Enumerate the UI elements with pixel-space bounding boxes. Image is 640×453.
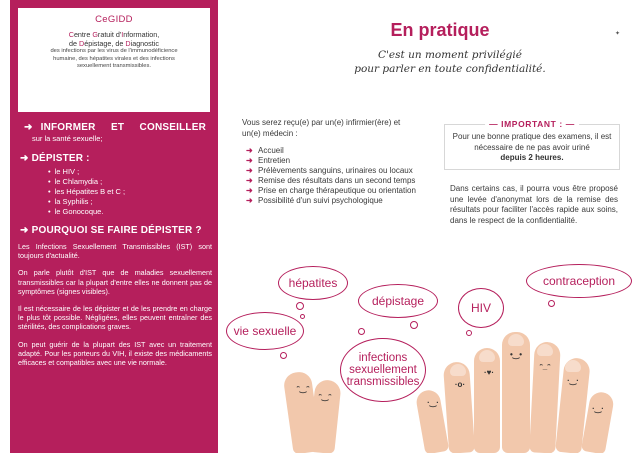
face-icon: ·‿· <box>592 404 604 413</box>
pourquoi-title: POURQUOI SE FAIRE DÉPISTER ? <box>31 225 202 236</box>
subtitle-line-1: C'est un moment privilégié <box>378 49 522 61</box>
anonymity-text: Dans certains cas, il pourra vous être proposé une levée d'anonymat lors de la remise des résultats pour faciliter l'accès rapide aux soins, dans le respect de la confidentialité. <box>450 184 618 225</box>
bubble-vie-sexuelle: vie sexuelle <box>226 312 304 350</box>
arrow-icon: ➜ <box>24 122 33 133</box>
arrow-icon: ➜ <box>246 156 253 165</box>
arrow-icon: ➜ <box>246 186 253 195</box>
cegidd-line-2: de Dépistage, de Diagnostic <box>69 39 159 48</box>
cegidd-small-1: des infections par les virus de l'immunodéficience <box>50 48 178 54</box>
paragraph-4: On peut guérir de la plupart des IST avec un traitement adapté. Pour les porteurs du VIH, il existe des médicaments efficaces et compatibles avec une vie normale. <box>18 339 212 368</box>
face-icon: ᵔ‿ᵔ <box>318 392 332 401</box>
paragraph-2: On parle plutôt d'IST que de maladies sexuellement transmissibles car la plupart d'entre elles ne donnent pas de symptômes (signes visibles). <box>18 268 212 296</box>
fingernail <box>565 360 581 372</box>
depister-title: DÉPISTER : <box>31 153 90 164</box>
paragraph-3: Il est nécessaire de les dépister et de les prendre en charge le plus tôt possible. Négligées, elles peuvent entraîner des stérilités, des complications graves. <box>18 304 212 332</box>
bubble-tail <box>410 321 418 329</box>
pourquoi-heading <box>18 225 212 236</box>
bubble-tail <box>548 300 555 307</box>
arrow-icon: ➜ <box>20 153 29 164</box>
fingernail <box>479 350 495 362</box>
left-content <box>18 122 212 367</box>
cegidd-small-2: humaine, des hépatites virales et des infections <box>53 55 175 62</box>
star-mark-icon: ✦ <box>615 31 621 37</box>
list-item: ➜ Prélèvements sanguins, urinaires ou locaux <box>246 166 413 175</box>
face-icon: ·‿· <box>427 398 439 407</box>
list-item: • le HIV ; <box>48 167 212 177</box>
bubble-infections: infections sexuellement transmissibles <box>340 338 426 402</box>
bubble-hepatites: hépatites <box>278 266 348 300</box>
list-item: • la Syphilis ; <box>48 197 212 207</box>
cegidd-box <box>18 8 210 112</box>
face-icon: ·‿· <box>567 376 579 385</box>
informer-sub: sur la santé sexuelle; <box>32 134 103 143</box>
intro-text: Vous serez reçu(e) par un(e) infirmier(ère) et un(e) médecin : <box>242 118 401 138</box>
list-item: • le Chlamydia ; <box>48 177 212 187</box>
page-title: En pratique <box>390 20 490 40</box>
face-icon: ᵔ‿ᵔ <box>296 384 310 393</box>
bubble-hiv: HIV <box>458 288 504 328</box>
bubble-contraception: contraception <box>526 264 632 298</box>
paragraph-1: Les Infections Sexuellement Transmissibles (IST) sont toujours d'actualité. <box>18 242 212 261</box>
bubble-tail <box>466 330 472 336</box>
list-item: ➜ Prise en charge thérapeutique ou orientation <box>246 186 416 195</box>
list-item: ➜ Entretien <box>246 156 291 165</box>
bubble-tail <box>300 314 305 319</box>
cegidd-title: CeGIDD <box>95 14 133 25</box>
steps-list <box>246 146 422 206</box>
depister-heading <box>18 153 212 164</box>
important-box <box>444 119 620 170</box>
important-title: — IMPORTANT : — <box>485 119 579 129</box>
list-item: ➜ Possibilité d'un suivi psychologique <box>246 196 383 205</box>
arrow-icon: ➜ <box>246 176 253 185</box>
list-item: • le Gonocoque. <box>48 207 212 217</box>
cegidd-small-3: sexuellement transmissibles. <box>76 63 152 69</box>
list-item: ➜ Remise des résultats dans un second temps <box>246 176 416 185</box>
arrow-icon: ➜ <box>246 166 253 175</box>
subtitle <box>300 48 600 76</box>
informer-heading <box>18 122 212 133</box>
fingernail <box>537 344 553 356</box>
fingernail <box>450 364 466 376</box>
face-icon: ·o· <box>454 380 466 389</box>
bubble-depistage: dépistage <box>358 284 438 318</box>
arrow-icon: ➜ <box>246 196 253 205</box>
finger <box>474 348 500 453</box>
face-icon: •‿• <box>509 350 523 359</box>
list-item: • les Hépatites B et C ; <box>48 187 212 197</box>
important-text: Pour une bonne pratique des examens, il est nécessaire de ne pas avoir uriné depuis 2 heures. <box>452 132 612 162</box>
finger <box>308 379 341 453</box>
subtitle-line-2: pour parler en toute confidentialité. <box>354 63 546 75</box>
left-panel <box>10 0 218 453</box>
important-bold: depuis 2 heures. <box>500 153 564 162</box>
bubble-tail <box>296 302 304 310</box>
informer-title: INFORMER ET CONSEILLER <box>40 122 206 133</box>
cegidd-line-1: Centre Gratuit d'Information, <box>68 30 160 39</box>
face-icon: ᵔ_ᵔ <box>539 362 551 371</box>
fingernail <box>508 334 524 346</box>
list-item: ➜ Accueil <box>246 146 284 155</box>
arrow-icon: ➜ <box>246 146 253 155</box>
arrow-icon: ➜ <box>20 225 29 236</box>
bubble-tail <box>358 328 365 335</box>
bubble-tail <box>280 352 287 359</box>
face-icon: ·♥· <box>483 368 495 377</box>
depister-list <box>48 167 212 217</box>
